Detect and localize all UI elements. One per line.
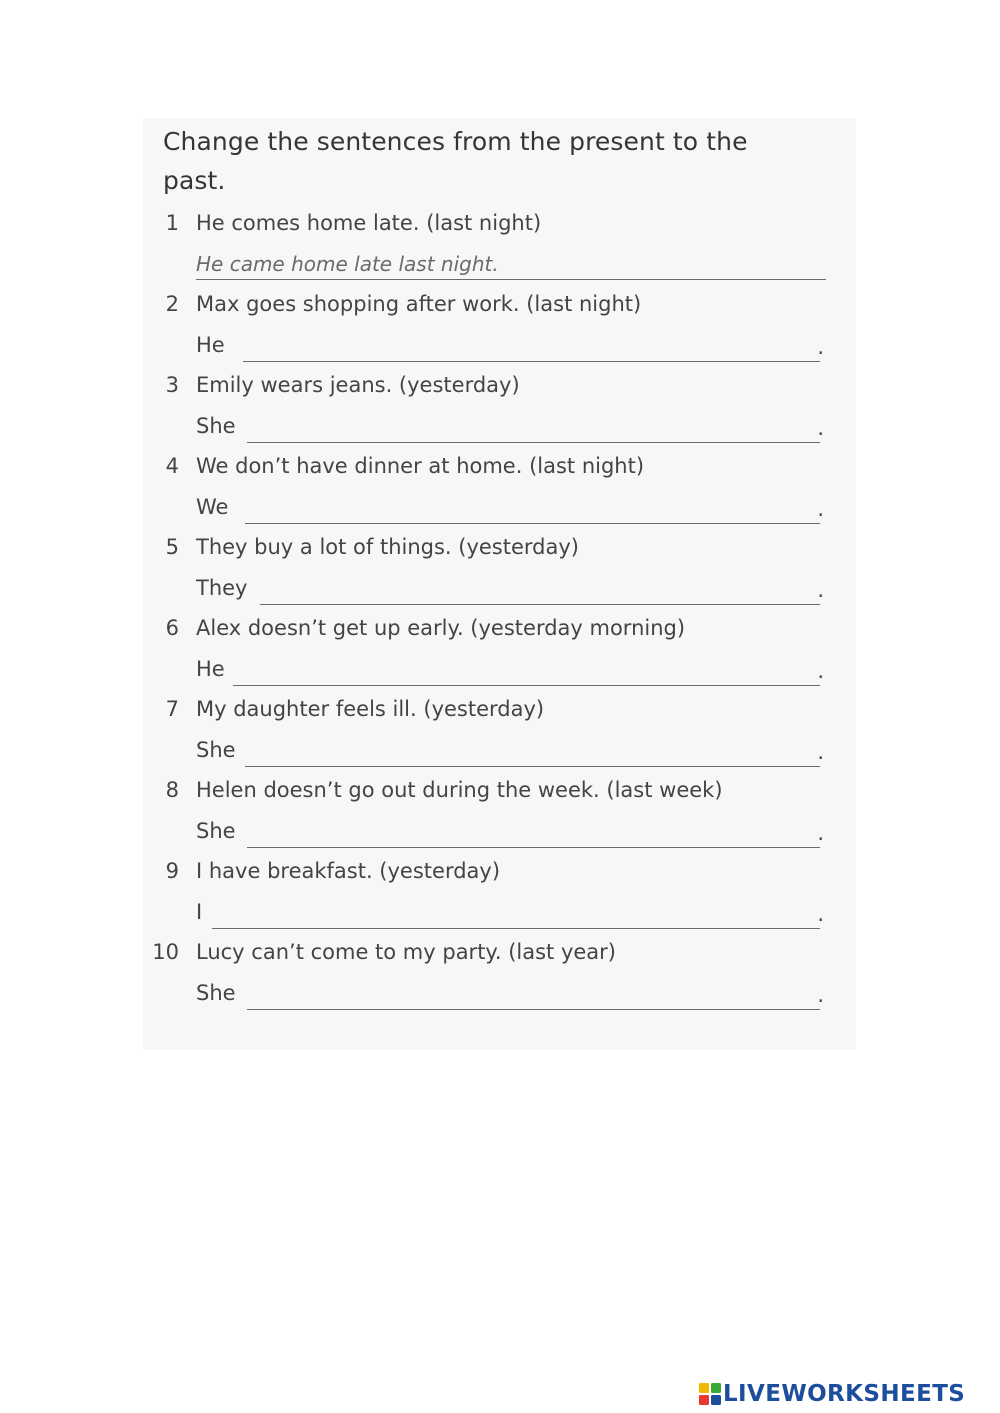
- item-number: 6: [165, 616, 179, 640]
- answer-row: [196, 412, 836, 442]
- exercise-item: [143, 857, 856, 938]
- exercise-item: [143, 290, 856, 371]
- item-sentence: We don’t have dinner at home. (last night): [196, 454, 645, 478]
- answer-subject: He: [196, 657, 225, 681]
- answer-subject: She: [196, 981, 236, 1005]
- example-answer: He came home late last night.: [196, 252, 499, 276]
- answer-period: .: [817, 335, 824, 359]
- answer-row: [196, 331, 836, 361]
- item-number: 9: [165, 859, 179, 883]
- answer-subject: They: [196, 576, 248, 600]
- item-number: 4: [165, 454, 179, 478]
- answer-period: .: [817, 578, 824, 602]
- answer-blank[interactable]: [247, 442, 820, 443]
- exercise-item: [143, 695, 856, 776]
- item-number: 2: [165, 292, 179, 316]
- example-item: [143, 209, 856, 290]
- answer-row: [196, 898, 836, 928]
- answer-subject: I: [196, 900, 203, 924]
- answer-blank[interactable]: [233, 685, 820, 686]
- exercise-item: [143, 938, 856, 1019]
- answer-blank[interactable]: [247, 1009, 820, 1010]
- example-answer-row: [196, 250, 836, 280]
- item-sentence: My daughter feels ill. (yesterday): [196, 697, 545, 721]
- exercise-item: [143, 533, 856, 614]
- exercise-item: [143, 452, 856, 533]
- answer-row: [196, 574, 836, 604]
- exercise-item: [143, 614, 856, 695]
- answer-period: .: [817, 659, 824, 683]
- answer-row: [196, 979, 836, 1009]
- answer-period: .: [817, 902, 824, 926]
- answer-row: [196, 493, 836, 523]
- item-sentence: Alex doesn’t get up early. (yesterday morning): [196, 616, 686, 640]
- item-number: 1: [165, 211, 179, 235]
- answer-subject: He: [196, 333, 225, 357]
- item-sentence: Lucy can’t come to my party. (last year): [196, 940, 616, 964]
- answer-period: .: [817, 416, 824, 440]
- item-number: 10: [152, 940, 179, 964]
- exercise-item: [143, 776, 856, 857]
- liveworksheets-logo-icon: [699, 1383, 721, 1405]
- brand-name: LIVEWORKSHEETS: [723, 1381, 966, 1407]
- answer-row: [196, 817, 836, 847]
- answer-period: .: [817, 983, 824, 1007]
- answer-period: .: [817, 821, 824, 845]
- item-sentence: Max goes shopping after work. (last night): [196, 292, 642, 316]
- answer-blank[interactable]: [247, 847, 820, 848]
- answer-blank[interactable]: [245, 523, 820, 524]
- answer-row: [196, 655, 836, 685]
- item-number: 8: [165, 778, 179, 802]
- item-number: 5: [165, 535, 179, 559]
- item-sentence: I have breakfast. (yesterday): [196, 859, 501, 883]
- item-sentence: They buy a lot of things. (yesterday): [196, 535, 579, 559]
- exercise-item: [143, 371, 856, 452]
- answer-row: [196, 736, 836, 766]
- answer-subject: She: [196, 414, 236, 438]
- answer-blank[interactable]: [212, 928, 820, 929]
- item-sentence: He comes home late. (last night): [196, 211, 542, 235]
- example-answer-line: [196, 279, 826, 280]
- answer-blank[interactable]: [245, 766, 820, 767]
- item-sentence: Emily wears jeans. (yesterday): [196, 373, 520, 397]
- instructions-title: Change the sentences from the present to the past.: [163, 127, 748, 195]
- answer-period: .: [817, 740, 824, 764]
- answer-period: .: [817, 497, 824, 521]
- answer-blank[interactable]: [260, 604, 820, 605]
- item-sentence: Helen doesn’t go out during the week. (last week): [196, 778, 723, 802]
- answer-subject: She: [196, 738, 236, 762]
- answer-subject: She: [196, 819, 236, 843]
- answer-blank[interactable]: [243, 361, 820, 362]
- liveworksheets-brand: [699, 1381, 965, 1407]
- item-number: 3: [165, 373, 179, 397]
- answer-subject: We: [196, 495, 229, 519]
- item-number: 7: [165, 697, 179, 721]
- worksheet: [143, 118, 856, 1050]
